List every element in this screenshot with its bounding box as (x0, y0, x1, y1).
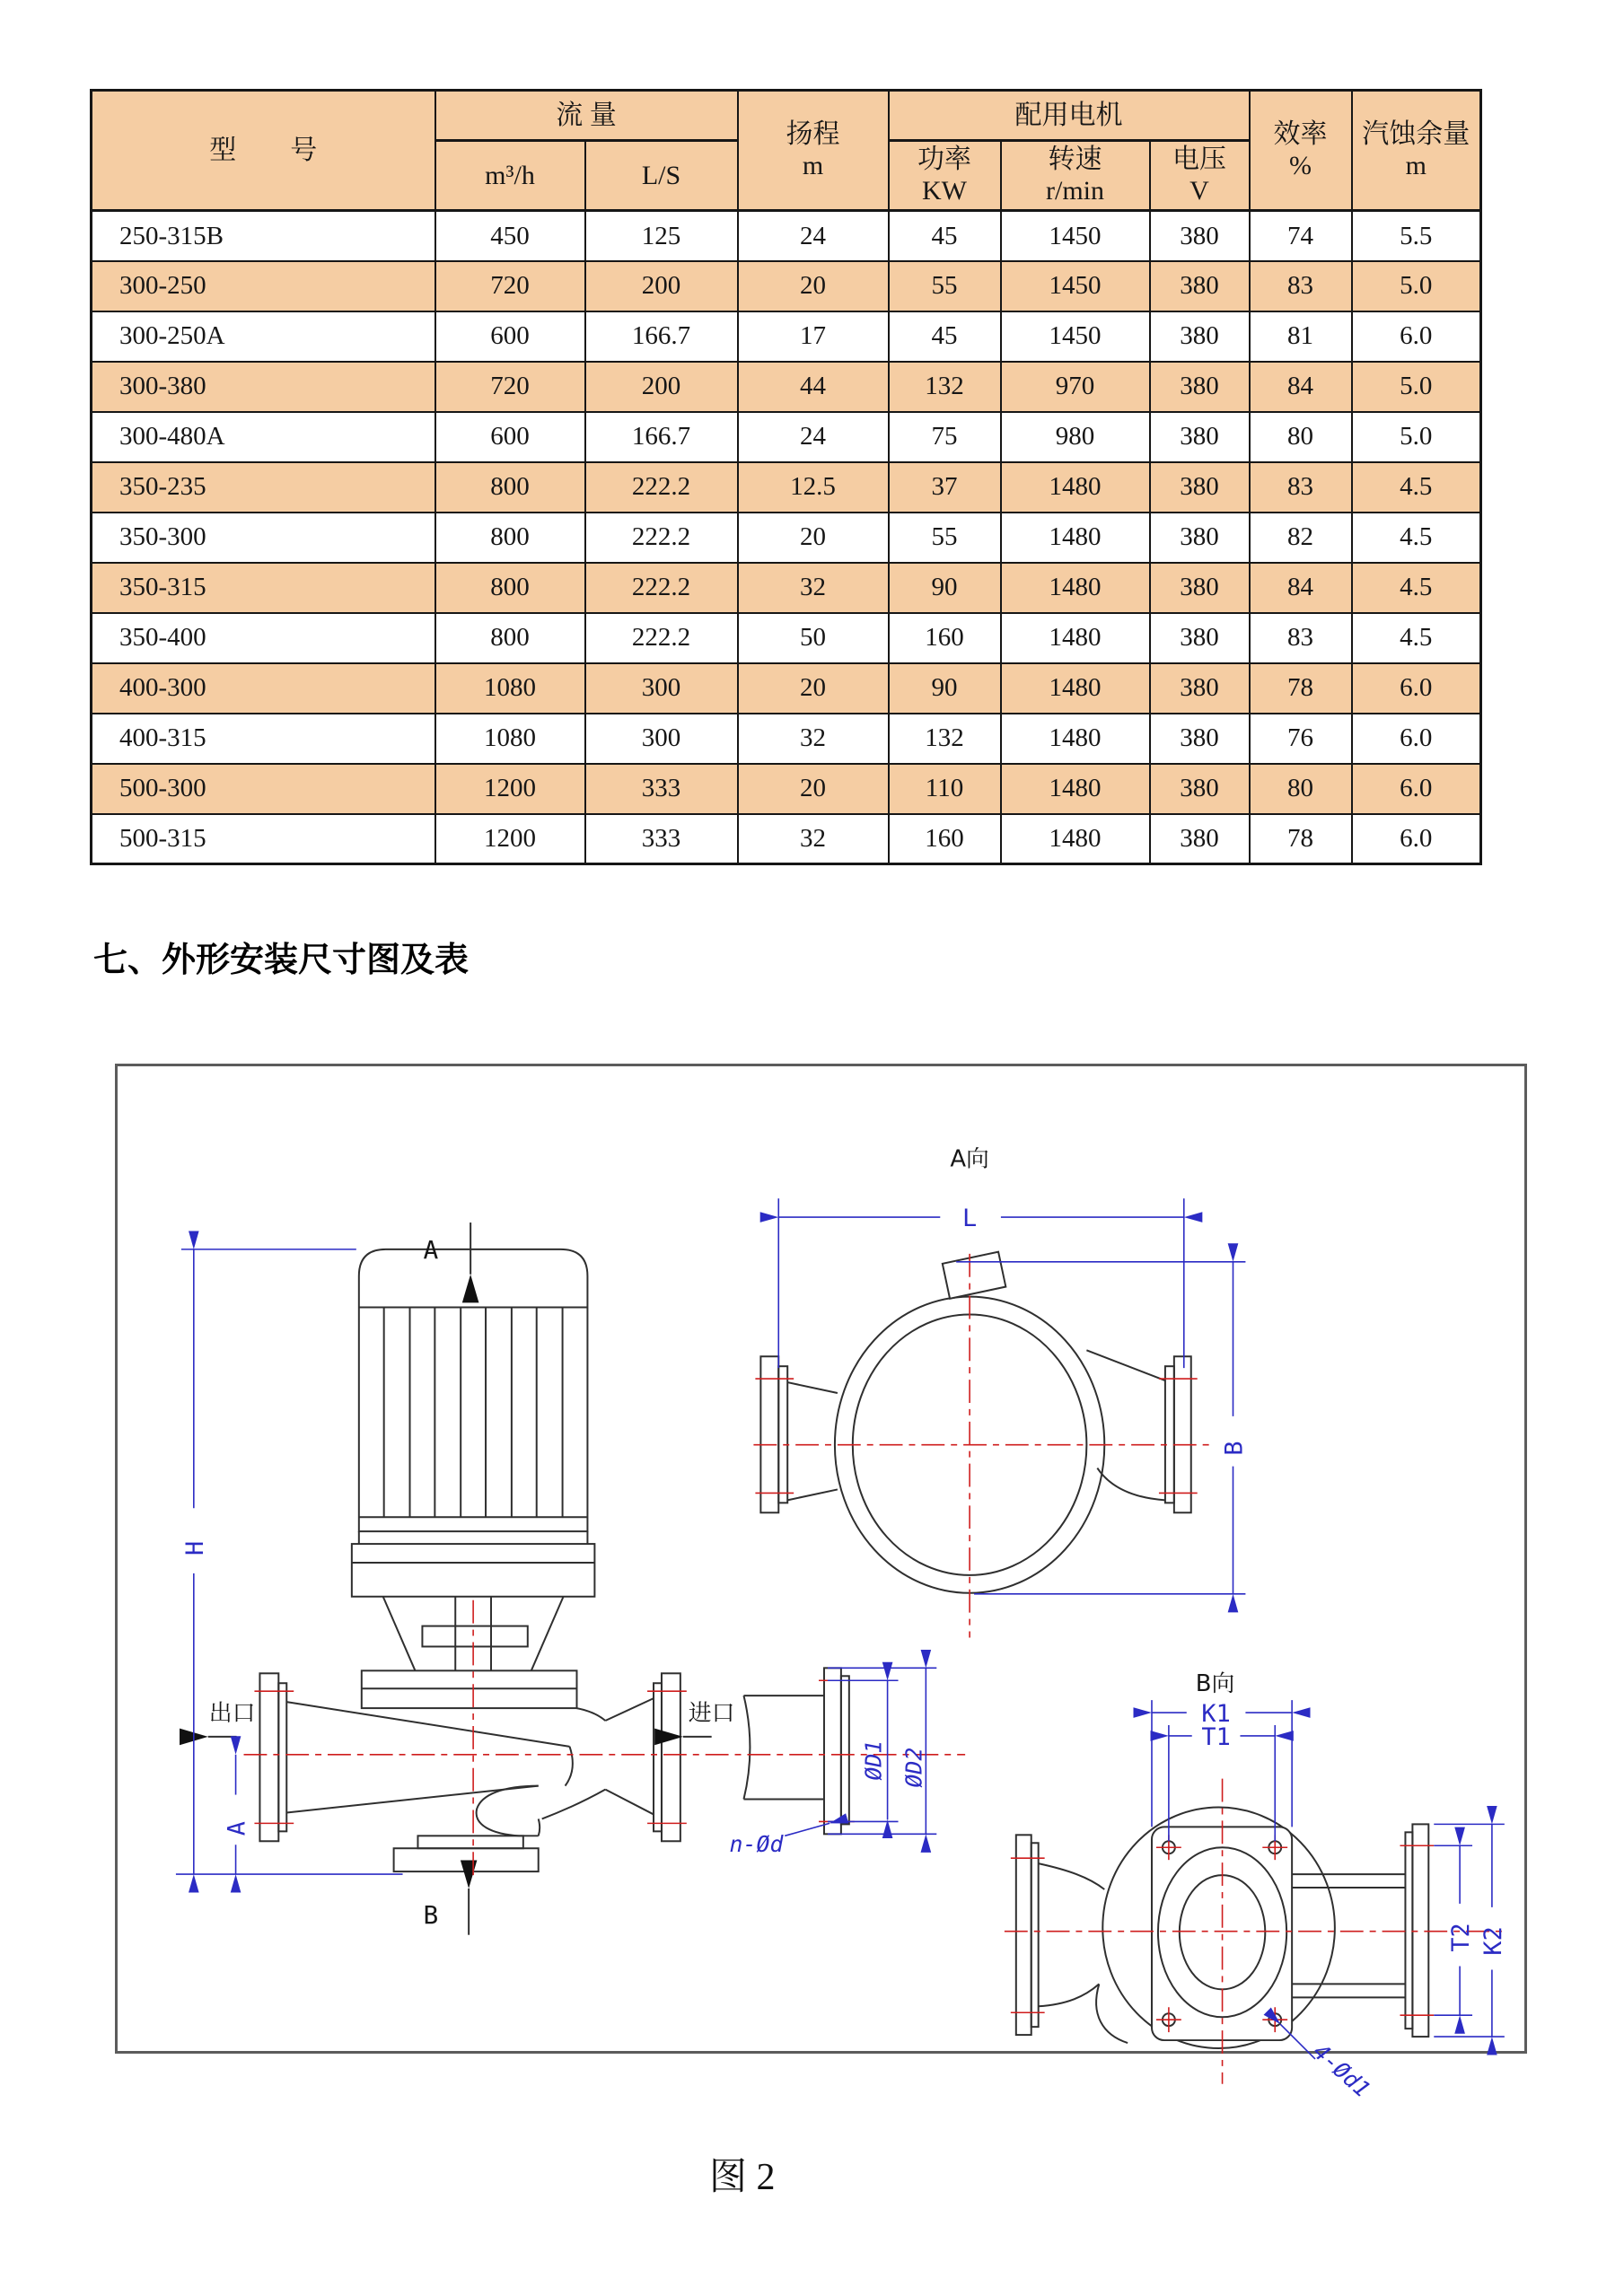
value-cell: 78 (1250, 814, 1352, 864)
col-header-flow-m3h: m³/h (435, 141, 585, 211)
section-label-a: A (423, 1234, 439, 1265)
priming-port-box (943, 1252, 1006, 1299)
value-cell: 4.5 (1352, 513, 1481, 563)
value-cell: 1200 (435, 814, 585, 864)
section-heading: 七、外形安装尺寸图及表 (93, 940, 470, 979)
value-cell: 333 (585, 814, 738, 864)
efficiency-label: 效率 (1273, 119, 1328, 149)
model-cell: 400-300 (92, 663, 435, 714)
dim-label-b: B (1220, 1441, 1249, 1456)
table-row (92, 261, 1481, 311)
outlet-flange (259, 1673, 573, 1841)
inlet-label: 进口 (688, 1700, 735, 1728)
pump-casing (362, 1670, 577, 1708)
npsh-unit: m (1405, 150, 1426, 180)
value-cell: 1080 (435, 663, 585, 714)
value-cell: 380 (1150, 513, 1250, 563)
value-cell: 970 (1001, 362, 1150, 412)
efficiency-unit: % (1289, 150, 1312, 180)
value-cell: 450 (435, 211, 585, 261)
value-cell: 110 (889, 764, 1001, 814)
value-cell: 82 (1250, 513, 1352, 563)
dim-label-k2: K2 (1479, 1926, 1507, 1956)
bolt-leader-4d1 (1280, 2024, 1315, 2059)
head-unit: m (802, 150, 824, 180)
view-a-title: A向 (950, 1145, 989, 1173)
value-cell: 32 (738, 814, 889, 864)
bolt-leader (785, 1823, 830, 1836)
model-cell: 250-315B (92, 211, 435, 261)
value-cell: 720 (435, 261, 585, 311)
value-cell: 32 (738, 563, 889, 613)
value-cell: 32 (738, 714, 889, 764)
voltage-label: 电压 (1172, 145, 1227, 174)
value-cell: 90 (889, 563, 1001, 613)
power-label: 功率 (917, 145, 971, 174)
view-b-left-flange (1016, 1835, 1128, 2043)
value-cell: 1480 (1001, 563, 1150, 613)
table-row (92, 513, 1481, 563)
value-cell: 380 (1150, 663, 1250, 714)
value-cell: 132 (889, 362, 1001, 412)
value-cell: 222.2 (585, 462, 738, 513)
table-row (92, 613, 1481, 663)
dimension-lines (176, 1198, 1505, 2059)
col-header-motor: 配用电机 (889, 91, 1250, 141)
value-cell: 6.0 (1352, 764, 1481, 814)
value-cell: 800 (435, 613, 585, 663)
value-cell: 800 (435, 563, 585, 613)
value-cell: 160 (889, 814, 1001, 864)
value-cell: 4.5 (1352, 613, 1481, 663)
value-cell: 20 (738, 261, 889, 311)
speed-unit: r/min (1046, 175, 1104, 206)
value-cell: 1480 (1001, 764, 1150, 814)
model-cell: 350-400 (92, 613, 435, 663)
value-cell: 5.5 (1352, 211, 1481, 261)
dim-label-h: H (180, 1540, 209, 1556)
col-header-voltage (1150, 141, 1250, 211)
col-header-model: 型 号 (92, 91, 435, 211)
model-cell: 300-250 (92, 261, 435, 311)
value-cell: 380 (1150, 462, 1250, 513)
value-cell: 6.0 (1352, 814, 1481, 864)
value-cell: 20 (738, 663, 889, 714)
col-header-flow-ls: L/S (585, 141, 738, 211)
value-cell: 20 (738, 764, 889, 814)
model-cell: 300-480A (92, 412, 435, 462)
value-cell: 4.5 (1352, 462, 1481, 513)
table-row (92, 563, 1481, 613)
value-cell: 45 (889, 211, 1001, 261)
bolt-label-4d1: 4-Ød1 (1307, 2037, 1376, 2103)
front-view (208, 1222, 712, 1935)
value-cell: 76 (1250, 714, 1352, 764)
value-cell: 380 (1150, 412, 1250, 462)
value-cell: 45 (889, 311, 1001, 362)
value-cell: 380 (1150, 714, 1250, 764)
model-cell: 350-300 (92, 513, 435, 563)
table-row (92, 412, 1481, 462)
value-cell: 80 (1250, 412, 1352, 462)
value-cell: 6.0 (1352, 663, 1481, 714)
table-row (92, 764, 1481, 814)
col-header-head (738, 91, 889, 211)
table-row (92, 362, 1481, 412)
value-cell: 800 (435, 513, 585, 563)
value-cell: 5.0 (1352, 261, 1481, 311)
value-cell: 166.7 (585, 311, 738, 362)
value-cell: 380 (1150, 311, 1250, 362)
view-a-left-flange (760, 1356, 838, 1512)
value-cell: 222.2 (585, 563, 738, 613)
view-b-title: B向 (1195, 1670, 1235, 1698)
table-row (92, 462, 1481, 513)
value-cell: 800 (435, 462, 585, 513)
value-cell: 6.0 (1352, 714, 1481, 764)
value-cell: 300 (585, 714, 738, 764)
value-cell: 380 (1150, 814, 1250, 864)
bolt-label-nod: n-Ød (729, 1831, 784, 1858)
value-cell: 1480 (1001, 462, 1150, 513)
view-a-right-flange (1086, 1350, 1190, 1512)
value-cell: 37 (889, 462, 1001, 513)
value-cell: 84 (1250, 362, 1352, 412)
section-label-b: B (423, 1899, 439, 1930)
table-row (92, 211, 1481, 261)
value-cell: 80 (1250, 764, 1352, 814)
outlet-label: 出口 (208, 1700, 256, 1728)
value-cell: 222.2 (585, 613, 738, 663)
value-cell: 1450 (1001, 211, 1150, 261)
value-cell: 1480 (1001, 663, 1150, 714)
value-cell: 5.0 (1352, 412, 1481, 462)
value-cell: 380 (1150, 613, 1250, 663)
value-cell: 600 (435, 412, 585, 462)
table-row (92, 714, 1481, 764)
inlet-flange (542, 1673, 680, 1841)
value-cell: 380 (1150, 211, 1250, 261)
pump-spec-table (90, 89, 1482, 865)
value-cell: 380 (1150, 764, 1250, 814)
value-cell: 5.0 (1352, 362, 1481, 412)
value-cell: 55 (889, 513, 1001, 563)
value-cell: 24 (738, 412, 889, 462)
voltage-unit: V (1189, 175, 1209, 206)
value-cell: 1450 (1001, 311, 1150, 362)
value-cell: 90 (889, 663, 1001, 714)
value-cell: 1480 (1001, 513, 1150, 563)
value-cell: 12.5 (738, 462, 889, 513)
value-cell: 222.2 (585, 513, 738, 563)
value-cell: 380 (1150, 563, 1250, 613)
value-cell: 125 (585, 211, 738, 261)
col-header-speed (1001, 141, 1150, 211)
value-cell: 200 (585, 362, 738, 412)
model-cell: 500-315 (92, 814, 435, 864)
model-cell: 300-250A (92, 311, 435, 362)
value-cell: 1200 (435, 764, 585, 814)
centerlines (244, 1254, 1507, 2084)
value-cell: 1080 (435, 714, 585, 764)
pump-drawing (118, 1066, 1524, 2103)
value-cell: 380 (1150, 261, 1250, 311)
value-cell: 720 (435, 362, 585, 412)
value-cell: 166.7 (585, 412, 738, 462)
value-cell: 132 (889, 714, 1001, 764)
flange-detail (743, 1668, 848, 1834)
value-cell: 1480 (1001, 613, 1150, 663)
motor-fins (384, 1308, 563, 1518)
value-cell: 4.5 (1352, 563, 1481, 613)
figure-caption: 图 2 (709, 2157, 776, 2198)
flange-plate (824, 1668, 841, 1834)
value-cell: 83 (1250, 261, 1352, 311)
model-cell: 400-315 (92, 714, 435, 764)
dim-label-l: L (962, 1205, 978, 1233)
value-cell: 1450 (1001, 261, 1150, 311)
model-cell: 500-300 (92, 764, 435, 814)
value-cell: 50 (738, 613, 889, 663)
value-cell: 1480 (1001, 714, 1150, 764)
dim-label-t1: T1 (1201, 1722, 1231, 1751)
motor-pedestal (352, 1531, 595, 1597)
table-row (92, 663, 1481, 714)
value-cell: 380 (1150, 362, 1250, 412)
model-cell: 350-235 (92, 462, 435, 513)
dimension-diagram (115, 1064, 1527, 2103)
power-unit: KW (922, 175, 967, 206)
value-cell: 83 (1250, 613, 1352, 663)
value-cell: 333 (585, 764, 738, 814)
head-label: 扬程 (786, 119, 840, 149)
model-cell: 350-315 (92, 563, 435, 613)
col-header-npsh (1352, 91, 1481, 211)
value-cell: 55 (889, 261, 1001, 311)
dim-label-t2: T2 (1447, 1923, 1476, 1952)
npsh-label: 汽蚀余量 (1362, 119, 1470, 149)
value-cell: 44 (738, 362, 889, 412)
value-cell: 600 (435, 311, 585, 362)
value-cell: 84 (1250, 563, 1352, 613)
value-cell: 6.0 (1352, 311, 1481, 362)
value-cell: 300 (585, 663, 738, 714)
table-row (92, 814, 1481, 864)
value-cell: 78 (1250, 663, 1352, 714)
dim-label-a: A (223, 1821, 251, 1836)
col-header-power (889, 141, 1001, 211)
dim-label-d1: ØD1 (860, 1740, 887, 1781)
value-cell: 1480 (1001, 814, 1150, 864)
value-cell: 75 (889, 412, 1001, 462)
col-header-efficiency (1250, 91, 1352, 211)
value-cell: 20 (738, 513, 889, 563)
value-cell: 980 (1001, 412, 1150, 462)
dim-label-d2: ØD2 (900, 1747, 927, 1788)
value-cell: 81 (1250, 311, 1352, 362)
value-cell: 83 (1250, 462, 1352, 513)
view-a (760, 1252, 1190, 1593)
col-header-flow: 流 量 (435, 91, 738, 141)
table-row (92, 311, 1481, 362)
speed-label: 转速 (1048, 145, 1102, 174)
value-cell: 160 (889, 613, 1001, 663)
model-cell: 300-380 (92, 362, 435, 412)
value-cell: 24 (738, 211, 889, 261)
value-cell: 74 (1250, 211, 1352, 261)
value-cell: 17 (738, 311, 889, 362)
dim-label-k1: K1 (1201, 1700, 1231, 1729)
motor (359, 1249, 588, 1531)
value-cell: 200 (585, 261, 738, 311)
